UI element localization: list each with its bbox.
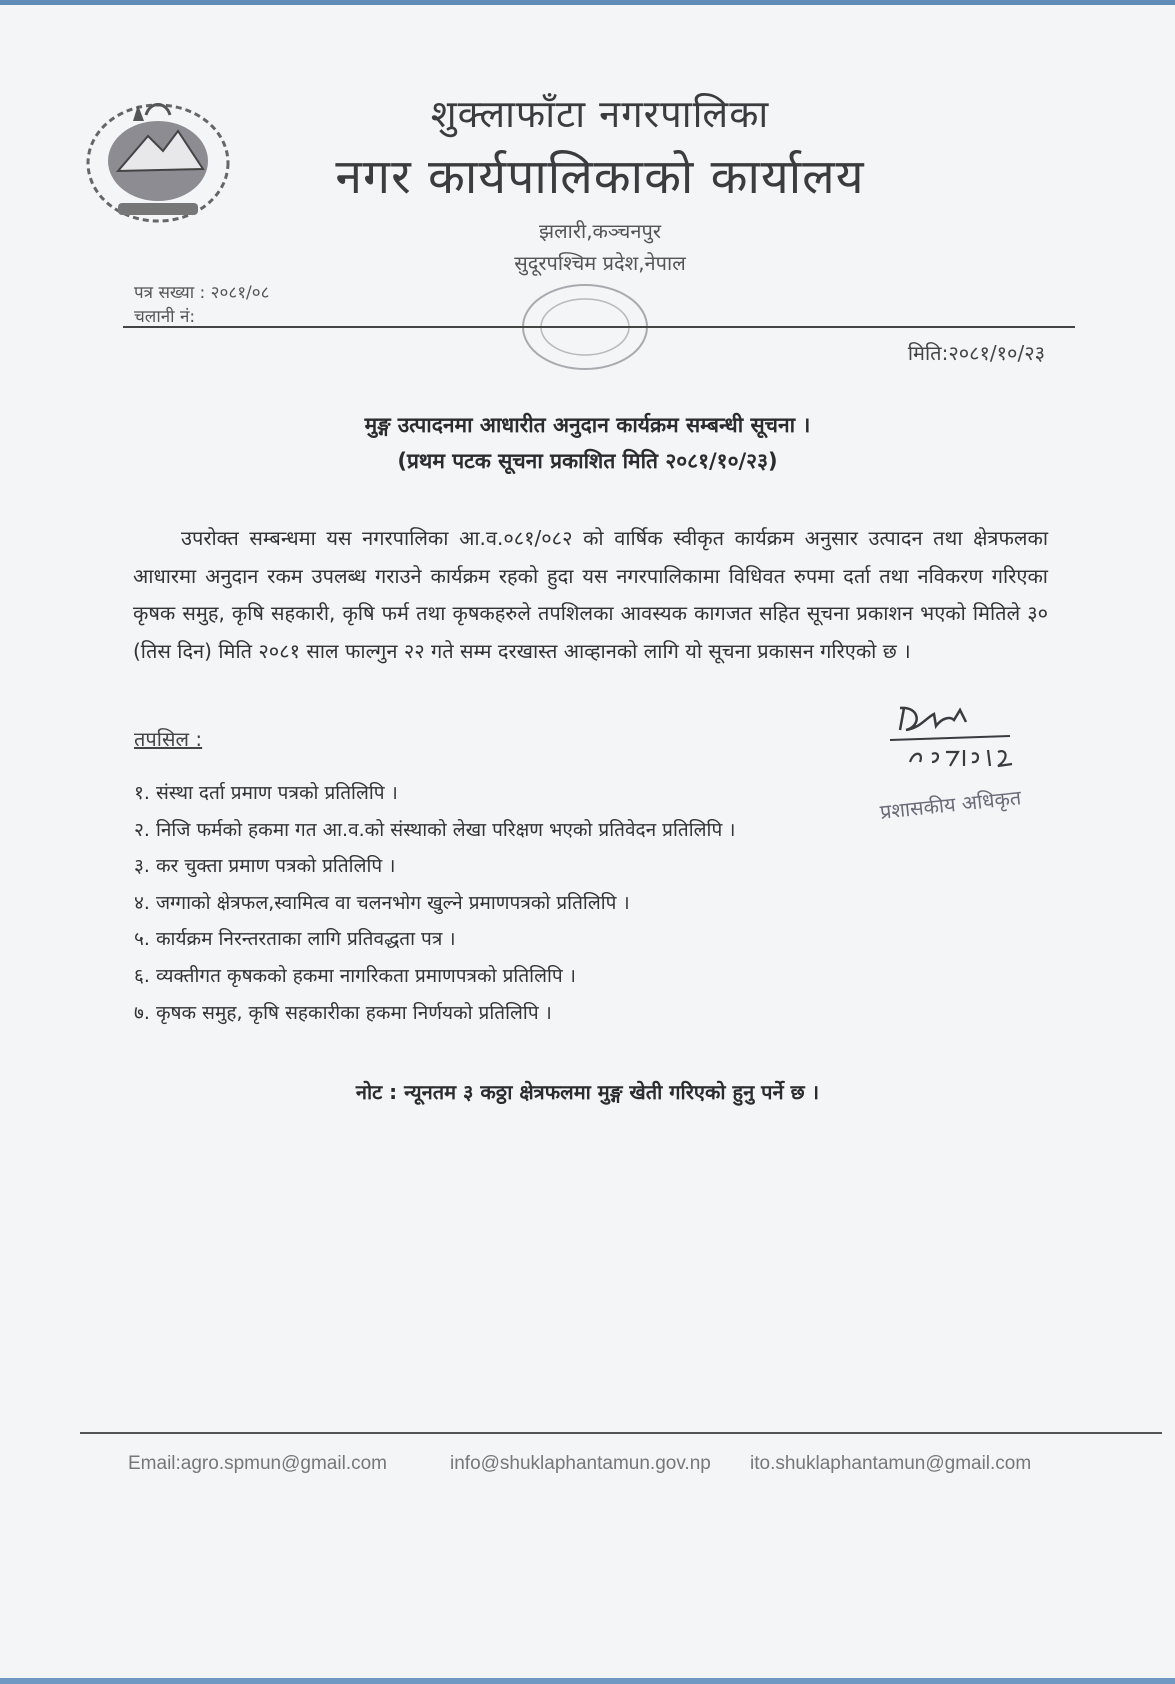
notice-body: उपरोक्त सम्बन्धमा यस नगरपालिका आ.व.०८१/०८२ को वार्षिक स्वीकृत कार्यक्रम अनुसार उत्पादन तथा क्षेत्रफलका आधारमा अनुदान रकम उपलब्ध गराउने कार्यक्रम रहको हुदा यस नगरपालिकामा विधिवत रुपमा दर्ता तथा नविकरण गरिएका कृषक समुह, कृषि सहकारी, कृषि फर्म तथा कृषकहरुले तपशिलका आवस्यक कागजत सहित सूचना प्रकाशन भएको मितिले ३० (तिस दिन) मिति २०८१ साल फाल्गुन २२ गते सम्म दरखास्त आव्हानको लागि यो सूचना प्रकासन गरिएको छ । bbox=[133, 526, 1048, 663]
list-item: ५. कार्यक्रम निरन्तरताका लागि प्रतिवद्धता पत्र । bbox=[134, 928, 456, 951]
footer-email-ito: ito.shuklaphantamun@gmail.com bbox=[750, 1453, 1032, 1474]
address-line-1: झलारी,कञ्चनपुर bbox=[538, 219, 662, 243]
footer-divider bbox=[80, 1432, 1162, 1434]
list-item: ७. कृषक समुह, कृषि सहकारीका हकमा निर्णयको प्रतिलिपि । bbox=[134, 1001, 552, 1024]
letter-number: पत्र सख्या : २०८१/०८ bbox=[134, 283, 270, 303]
notice-subject: मुङ्ग उत्पादनमा आधारीत अनुदान कार्यक्रम सम्बन्धी सूचना । bbox=[364, 413, 811, 437]
header-divider bbox=[123, 326, 1075, 328]
details-heading: तपसिल : bbox=[134, 727, 203, 751]
dispatch-number: चलानी नं: bbox=[134, 307, 196, 327]
address-line-2: सुदूरपश्चिम प्रदेश,नेपाल bbox=[514, 251, 686, 275]
handwritten-signature-icon bbox=[880, 700, 1080, 780]
municipality-name: शुक्लाफाँटा नगरपालिका bbox=[430, 92, 770, 136]
list-item: २. निजि फर्मको हकमा गत आ.व.को संस्थाको लेखा परिक्षण भएको प्रतिवेदन प्रतिलिपि । bbox=[134, 818, 736, 841]
list-item: ६. व्यक्तीगत कृषकको हकमा नागरिकता प्रमाणपत्रको प्रतिलिपि । bbox=[134, 964, 576, 987]
list-item: १. संस्था दर्ता प्रमाण पत्रको प्रतिलिपि । bbox=[134, 782, 398, 804]
list-item: ४. जग्गाको क्षेत्रफल,स्वामित्व वा चलनभोग खुल्ने प्रमाणपत्रको प्रतिलिपि । bbox=[134, 891, 630, 914]
nepal-emblem-icon bbox=[78, 91, 238, 231]
office-name: नगर कार्यपालिकाको कार्यालय bbox=[335, 149, 865, 205]
footer-email-info: info@shuklaphantamun.gov.np bbox=[450, 1453, 711, 1474]
notice-note: नोट : न्यूनतम ३ कठ्ठा क्षेत्रफलमा मुङ्ग खेती गरिएको हुनु पर्ने छ । bbox=[355, 1080, 820, 1104]
list-item: ३. कर चुक्ता प्रमाण पत्रको प्रतिलिपि । bbox=[134, 855, 396, 878]
notice-subject-date: (प्रथम पटक सूचना प्रकाशित मिति २०८१/१०/२३) bbox=[397, 449, 778, 473]
footer-email-agro: Email:agro.spmun@gmail.com bbox=[128, 1453, 387, 1474]
signatory-title: प्रशासकीय अधिकृत bbox=[878, 785, 1023, 824]
notice-date: मिति:२०८१/१०/२३ bbox=[907, 341, 1045, 365]
